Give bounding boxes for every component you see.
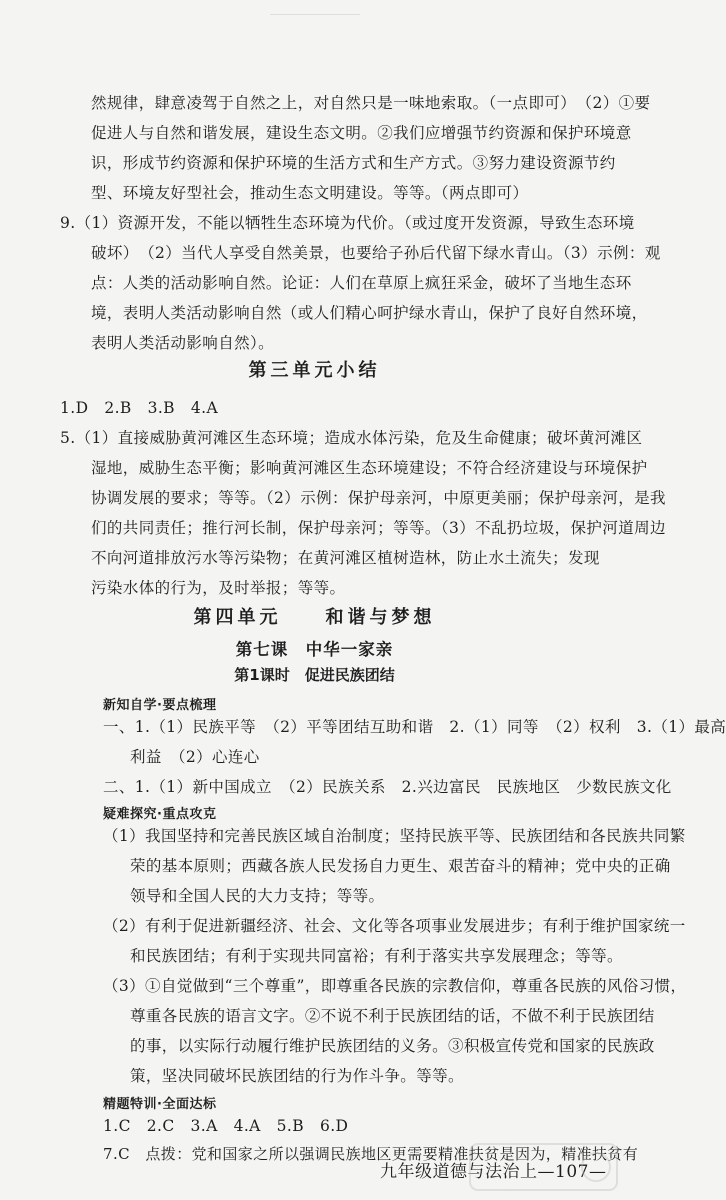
- text-line: 然规律，肆意凌驾于自然之上，对自然只是一味地索取。（一点即可） （2）①要: [91, 94, 651, 112]
- text-line: 和民族团结；有利于实现共同富裕；有利于落实共享发展理念；等等。: [130, 947, 623, 965]
- answer-line: 1.D 2.B 3.B 4.A: [60, 399, 219, 417]
- text-line: 破坏） （2）当代人享受自然美景，也要给子孙后代留下绿水青山。（3）示例：观: [91, 244, 661, 262]
- unit3-summary-title: 第三单元小结: [248, 360, 381, 381]
- text-line: 领导和全国人民的大力支持；等等。: [130, 887, 385, 905]
- watermark-logo: [466, 1138, 621, 1196]
- answer-line: 1.C 2.C 3.A 4.A 5.B 6.D: [103, 1117, 349, 1135]
- text-line: 协调发展的要求；等等。（2）示例：保护母亲河，中原更美丽；保护母亲河，是我: [91, 489, 666, 507]
- text-line: 境，表明人类活动影响自然（或人们精心呵护绿水青山，保护了良好自然环境，: [91, 304, 648, 322]
- section-label-practice: 精题特训·全面达标: [103, 1097, 217, 1112]
- text-line: 不向河道排放污水等污染物；在黄河滩区植树造林，防止水土流失；发现: [91, 549, 600, 567]
- text-line: 表明人类活动影响自然）。: [91, 334, 275, 352]
- section-label-explore: 疑难探究·重点攻克: [103, 807, 217, 822]
- text-line: （2）有利于促进新疆经济、社会、文化等各项事业发展进步；有利于维护国家统一: [103, 917, 686, 935]
- section-label-self-study: 新知自学·要点梳理: [103, 698, 217, 713]
- lesson7-title: 第七课 中华一家亲: [235, 640, 394, 659]
- text-line: 污染水体的行为，及时举报；等等。: [91, 579, 346, 597]
- text-line: 促进人与自然和谐发展，建设生态文明。②我们应增强节约资源和保护环境意: [91, 124, 632, 142]
- text-line: 7.C 点拨：党和国家之所以强调民族地区更需要精准扶贫是因为，精准扶贫有: [103, 1145, 639, 1163]
- text-line: 9.（1）资源开发，不能以牺牲生态环境为代价。（或过度开发资源，导致生态环境: [60, 214, 635, 232]
- text-line: 点：人类的活动影响自然。论证：人们在草原上疯狂采金，破坏了当地生态环: [91, 274, 632, 292]
- text-line: 二、1.（1）新中国成立 （2）民族关系 2.兴边富民 民族地区 少数民族文化: [103, 778, 672, 796]
- text-line: （3）①自觉做到“三个尊重”，即尊重各民族的宗教信仰，尊重各民族的风俗习惯，: [103, 977, 687, 995]
- text-line: 利益 （2）心连心: [130, 748, 260, 766]
- text-line: 荣的基本原则；西藏各族人民发扬自力更生、艰苦奋斗的精神；党中央的正确: [130, 857, 671, 875]
- text-line: 型、环境友好型社会，推动生态文明建设。等等。（两点即可）: [91, 184, 529, 202]
- text-line: 一、1.（1）民族平等 （2）平等团结互助和谐 2.（1）同等 （2）权利 3.（1）最高: [103, 718, 726, 736]
- unit4-title: 第四单元 和谐与梦想: [193, 607, 436, 628]
- period1-title: 第1课时 促进民族团结: [234, 666, 395, 684]
- text-line: 湿地，威胁生态平衡；影响黄河滩区生态环境建设；不符合经济建设与环境保护: [91, 459, 648, 477]
- text-line: 的事，以实际行动履行维护民族团结的义务。③积极宣传党和国家的民族政: [130, 1037, 655, 1055]
- page-footer: 九年级道德与法治上—107—: [380, 1162, 607, 1182]
- text-line: 尊重各民族的语言文字。②不说不利于民族团结的话，不做不利于民族团结: [130, 1007, 655, 1025]
- text-line: 5.（1）直接威胁黄河滩区生态环境；造成水体污染，危及生命健康；破坏黄河滩区: [60, 429, 643, 447]
- text-line: 策，坚决同破坏民族团结的行为作斗争。等等。: [130, 1067, 464, 1085]
- text-line: 们的共同责任；推行河长制，保护母亲河；等等。（3）不乱扔垃圾，保护河道周边: [91, 519, 666, 537]
- text-line: 识，形成节约资源和保护环境的生活方式和生产方式。③努力建设资源节约: [91, 154, 616, 172]
- page-top-mark: [270, 0, 360, 15]
- text-line: （1）我国坚持和完善民族区域自治制度；坚持民族平等、民族团结和各民族共同繁: [103, 827, 686, 845]
